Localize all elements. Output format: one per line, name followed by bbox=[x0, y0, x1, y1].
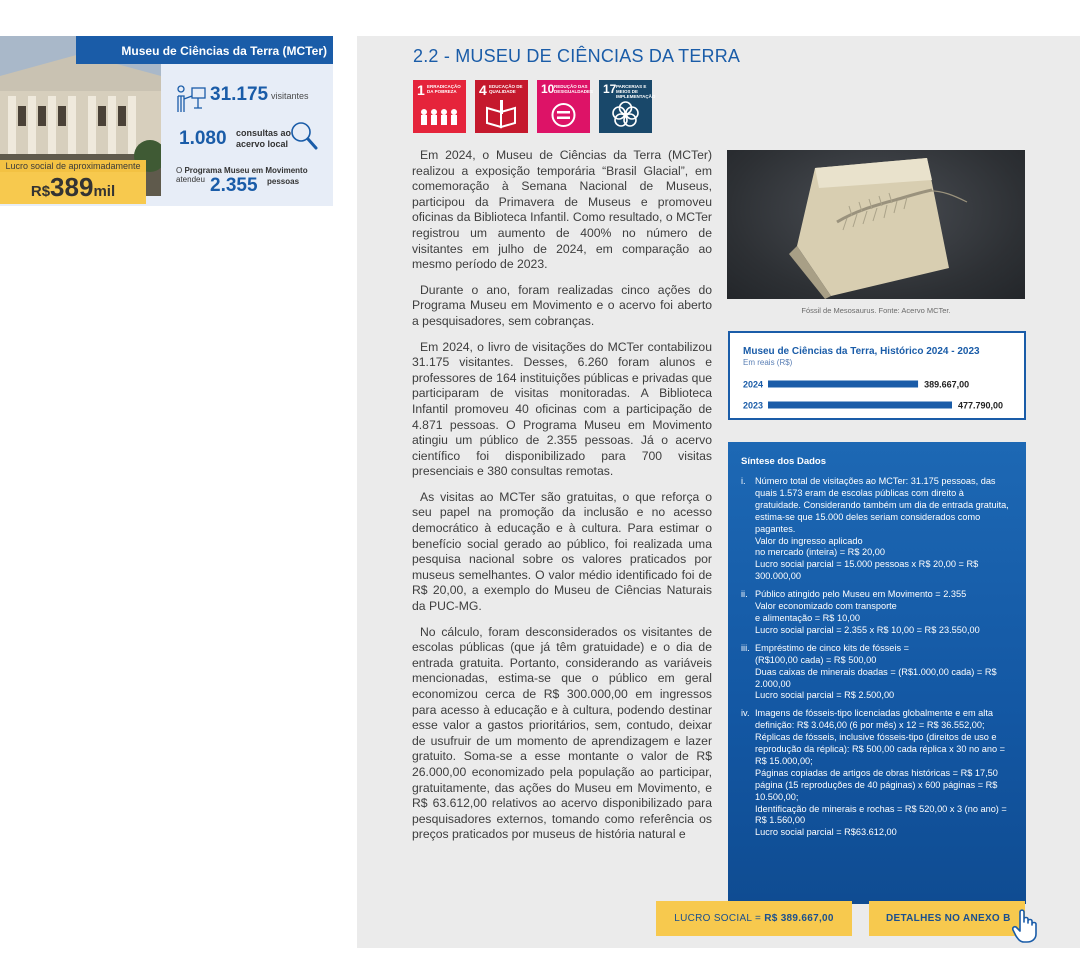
item-line: Público atingido pelo Museu em Movimento = 2.355 bbox=[755, 589, 967, 600]
sdg-label: ERRADICAÇÃO DA POBREZA bbox=[427, 84, 461, 94]
item-line: Réplicas de fósseis, inclusive fósseis-tipo (direitos de uso e reprodução da réplica): R$ 500,00 cada réplica x 30 no ano = R$ 15.000,00; bbox=[755, 732, 1006, 766]
program-unit: pessoas bbox=[267, 177, 300, 186]
chart-subtitle: Em reais (R$) bbox=[743, 358, 793, 367]
chart-bar bbox=[768, 402, 952, 409]
visitor-icon bbox=[176, 84, 208, 119]
paragraph: Durante o ano, foram realizadas cinco ações do Programa Museu em Movimento e o acervo foi aberto a pesquisadores, sem cobranças. bbox=[412, 282, 712, 328]
details-annex-button[interactable] bbox=[869, 901, 1025, 936]
item-line: Empréstimo de cinco kits de fósseis = bbox=[755, 642, 909, 653]
item-line: Lucro social parcial = 2.355 x R$ 10,00 = R$ 23.550,00 bbox=[755, 624, 980, 635]
paragraph: As visitas ao MCTer são gratuitas, o que reforça o seu papel na promoção da inclusão e no acesso democrático à educação e à cultura. Para estimar o benefício social gerado ao público, foi realizada uma pesquisa nacional sobre os valores praticados por museus semelhantes. O valor médio identificado foi de R$ 20,00, a exemplo do Museu de Ciências Naturais da PUC-MG. bbox=[412, 489, 712, 614]
sdg-1-tile bbox=[413, 80, 466, 133]
visitors-count: 31.175 bbox=[210, 84, 269, 105]
sdg-label: EDUCAÇÃO DE QUALIDADE bbox=[489, 84, 523, 94]
consults-count: 1.080 bbox=[179, 128, 227, 149]
sdg-4-tile bbox=[475, 80, 528, 133]
chart-plot bbox=[730, 333, 1024, 418]
social-profit-value: R$389mil bbox=[0, 172, 146, 204]
item-line: Número total de visitações ao MCTer: 31.175 pessoas, das quais 1.573 eram de escolas públicas com direito à gratuidade. Considerando também um dia de entrada gratuita, estima-se que 15.000 deles seriam considerados como pagantes. bbox=[755, 476, 1009, 534]
summary-card bbox=[0, 36, 333, 206]
pointer-hand-icon bbox=[1012, 908, 1038, 949]
synthesis-item bbox=[741, 476, 1012, 583]
synthesis-item bbox=[741, 589, 1012, 637]
sdg-number: 4 bbox=[479, 82, 487, 98]
item-line: (R$100,00 cada) = R$ 500,00 bbox=[755, 654, 877, 665]
chart-value-label: 389.667,00 bbox=[924, 379, 970, 390]
item-line: e alimentação = R$ 10,00 bbox=[755, 612, 860, 623]
item-marker: ii. bbox=[741, 589, 748, 600]
details-label: DETALHES NO ANEXO B bbox=[886, 913, 1011, 924]
item-marker: iii. bbox=[741, 642, 750, 653]
paragraph: Em 2024, o Museu de Ciências da Terra (MCTer) realizou a exposição temporária “Brasil Glacial”, em comemoração à Semana Nacional de Museus, participou da Primavera de Museus e promoveu oficinas da Biblioteca Infantil. Como resultado, o MCTer registrou um aumento de 400% no número de visitantes em julho de 2024, em comparação ao mesmo período de 2023. bbox=[412, 148, 712, 272]
item-line: Valor economizado com transporte bbox=[755, 601, 897, 612]
image-caption: Fóssil de Mesosaurus. Fonte: Acervo MCTer. bbox=[801, 306, 951, 315]
item-line: Imagens de fósseis-tipo licenciadas globalmente e em alta definição: R$ 3.046,00 (6 por mês) x 12 = R$ 36.552,00; bbox=[755, 708, 993, 731]
social-profit-label: Lucro social de aproximadamente bbox=[0, 160, 146, 172]
program-attended: atendeu bbox=[176, 175, 205, 184]
item-line: Páginas copiadas de artigos de obras históricas = R$ 17,50 página (15 reproduções de 40 páginas) x 600 páginas = R$ 10.500,00; bbox=[755, 767, 998, 802]
item-line: Lucro social parcial = R$63.612,00 bbox=[755, 827, 897, 838]
item-line: Lucro social parcial = R$ 2.500,00 bbox=[755, 690, 895, 701]
fossil-photo bbox=[727, 150, 1025, 299]
chart-category-label: 2023 bbox=[743, 400, 764, 411]
item-line: no mercado (inteira) = R$ 20,00 bbox=[755, 547, 885, 558]
body-text bbox=[412, 148, 712, 853]
consults-label: consultas ao acervo local bbox=[236, 128, 292, 149]
item-line: Lucro social parcial = 15.000 pessoas x R$ 20,00 = R$ 300.000,00 bbox=[755, 559, 979, 582]
sdg-17-tile bbox=[599, 80, 656, 133]
synthesis-item bbox=[741, 643, 1012, 703]
data-synthesis-box bbox=[728, 442, 1026, 904]
item-line: Duas caixas de minerais doadas = (R$1.000,00 cada) = R$ 2.000,00 bbox=[755, 666, 997, 689]
sdg-number: 17 bbox=[603, 82, 617, 96]
item-marker: i. bbox=[741, 476, 746, 486]
paragraph: No cálculo, foram desconsiderados os visitantes de escolas públicas (que já têm gratuidade) e o dia de entrada gratuita. Portanto, considerando as variáveis mencionadas, estima-se que o público em geral economizou cerca de R$ 300.000,00 em ingressos para acesso à educação e à cultura, podendo destinar esse valor a gastos prioritários, sem, contudo, deixar de usufruir de um momento de aprendizagem e lazer gratuito. Soma-se a esse montante o valor de R$ 26.000,00 economizado pela população ao participar, gratuitamente, das ações do Museu em Movimento, e R$ 63.612,00 relativos ao acervo disponibilizado para pesquisadores externos, tomando como referência os preços praticados por museus de história natural e bbox=[412, 624, 712, 842]
item-line: Identificação de minerais e rochas = R$ 520,00 x 3 (no ano) = R$ 1.560,00 bbox=[755, 803, 1007, 826]
section-title: 2.2 - MUSEU DE CIÊNCIAS DA TERRA bbox=[413, 46, 741, 66]
synthesis-title: Síntese dos Dados bbox=[741, 456, 826, 467]
chart-value-label: 477.790,00 bbox=[958, 400, 1004, 411]
item-marker: iv. bbox=[741, 708, 750, 719]
social-profit-prefix: LUCRO SOCIAL = bbox=[674, 913, 765, 924]
visitors-label: visitantes bbox=[271, 91, 309, 101]
social-profit-button[interactable] bbox=[656, 901, 852, 936]
chart-category-label: 2024 bbox=[743, 379, 764, 390]
sdg-10-tile bbox=[537, 80, 594, 133]
sdg-label: PARCERIAS E MEIOS DE IMPLEMENTAÇÃO bbox=[616, 84, 656, 99]
card-title: Museu de Ciências da Terra (MCTer) bbox=[76, 36, 333, 64]
paragraph: Em 2024, o livro de visitações do MCTer contabilizou 31.175 visitantes. Desses, 6.260 foram alunos e professores de 164 instituições públicas e privadas que participaram de visitas monitoradas. A Biblioteca Infantil promoveu 40 oficinas com a participação de 4.871 pessoas. O Programa Museu em Movimento atingiu um público de 2.355 pessoas. Já o acervo científico foi disponibilizado para 700 visitas presenciais e 380 consultas remotas. bbox=[412, 339, 712, 479]
program-line: O Programa Museu em Movimento bbox=[176, 166, 308, 175]
program-count: 2.355 bbox=[210, 175, 258, 196]
item-line: Valor do ingresso aplicado bbox=[755, 535, 863, 546]
synthesis-item bbox=[741, 708, 1012, 839]
chart-title: Museu de Ciências da Terra, Histórico 2024 - 2023 bbox=[743, 346, 980, 357]
sdg-number: 1 bbox=[417, 82, 425, 98]
chart-bar bbox=[768, 381, 918, 388]
social-profit-amount: R$ 389.667,00 bbox=[764, 913, 834, 924]
history-chart bbox=[728, 331, 1026, 420]
sdg-label: REDUÇÃO DAS DESIGUALDADES bbox=[554, 84, 594, 94]
magnifier-icon bbox=[289, 120, 319, 157]
sdg-number: 10 bbox=[541, 82, 555, 96]
